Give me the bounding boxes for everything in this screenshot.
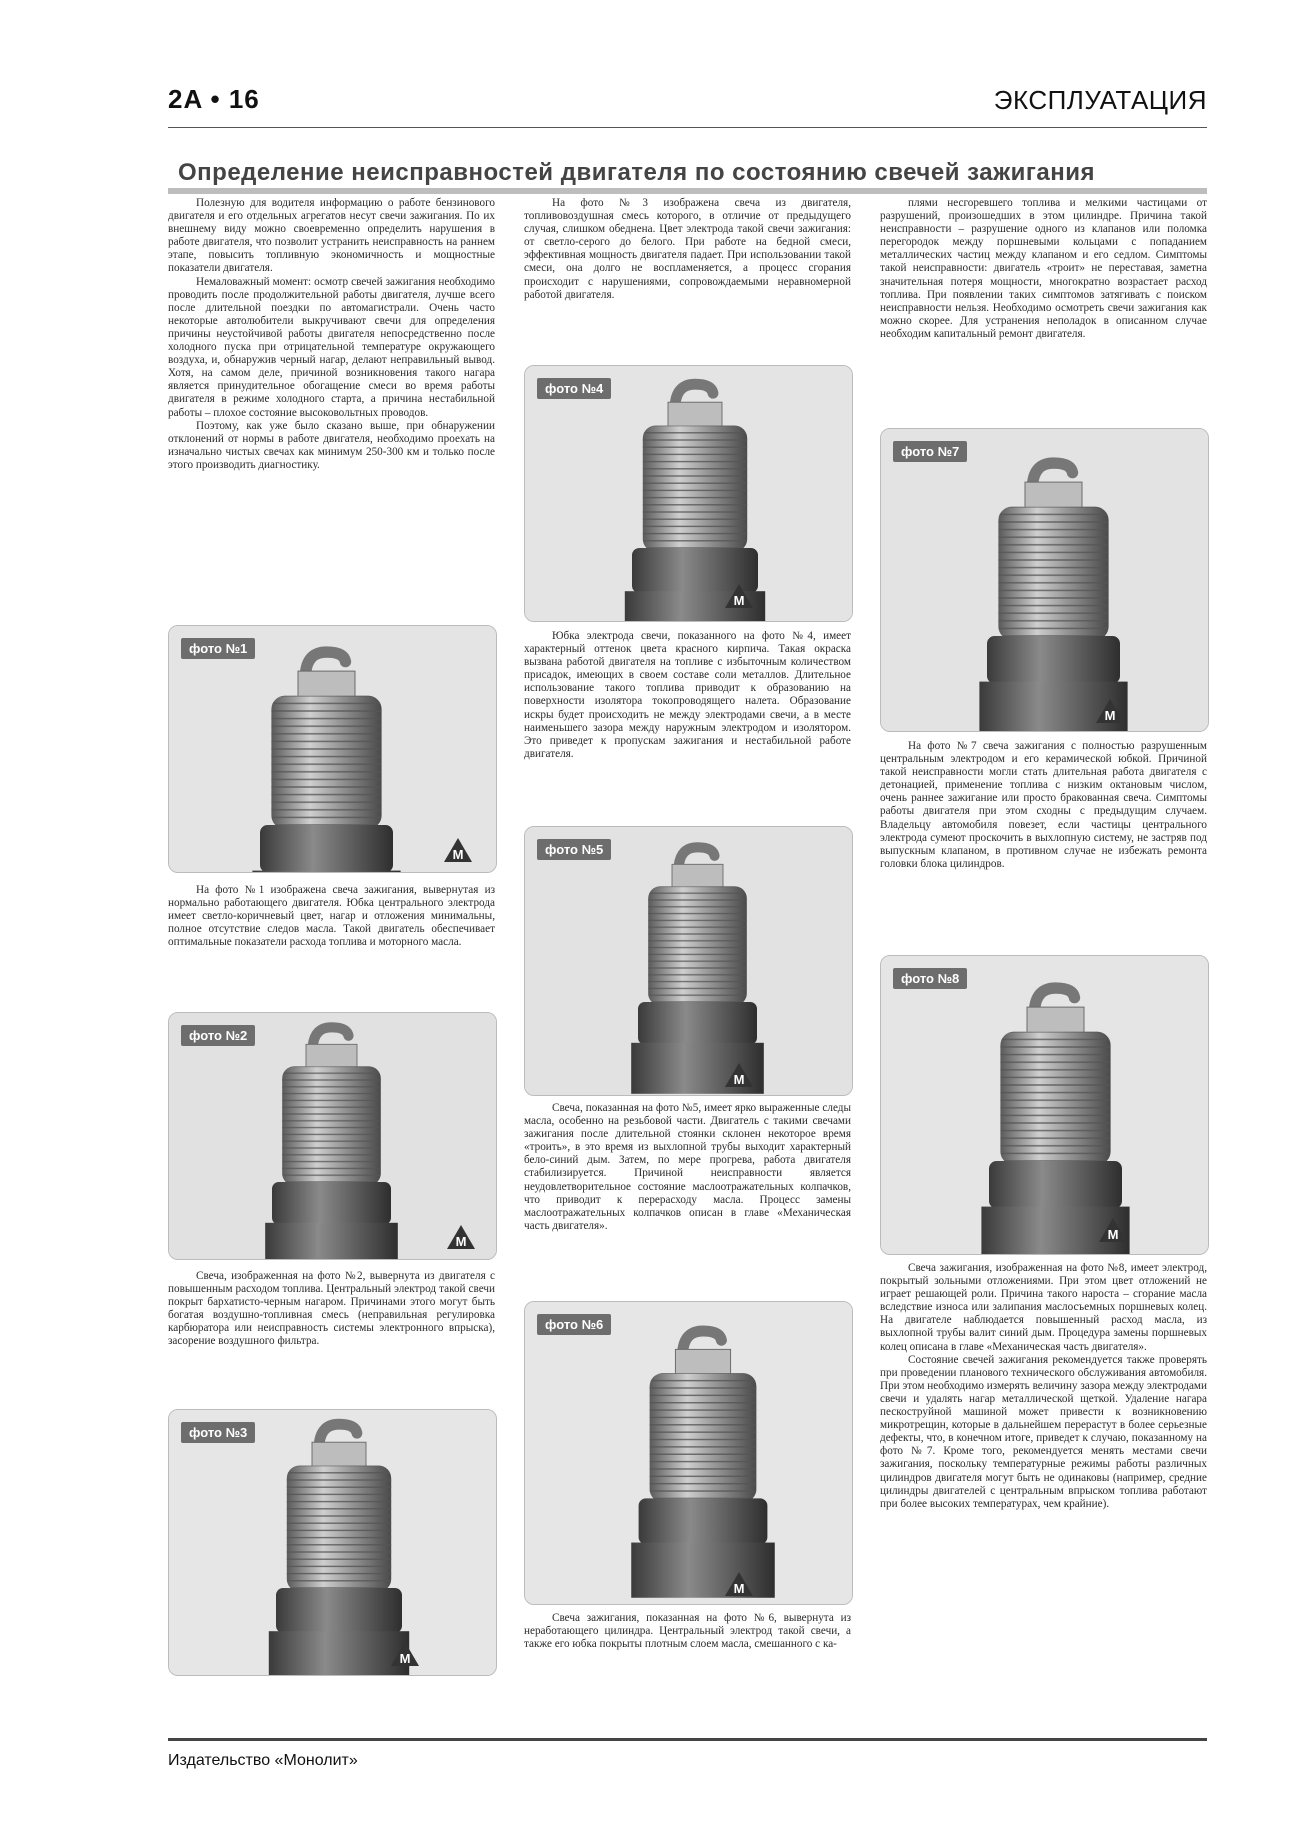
- photo-label: фото №1: [181, 638, 255, 659]
- section-title: ЭКСПЛУАТАЦИЯ: [993, 85, 1207, 115]
- photo-6: [524, 1301, 853, 1605]
- photo6-description: Свеча зажигания, показанная на фото №6, вывернута из неработающего цилиндра. Центральный электрод такой свечи, а также его юбка покрыты плотным слоем масла, смешанного с ка-: [524, 1612, 851, 1651]
- intro-paragraph: Полезную для водителя информацию о работе бензинового двигателя и его отдельных агрегатов несут свечи зажигания. По их внешнему виду можно своевременно определить нарушения в работе двигателя, что позволит устранить неисправность на раннем этапе, повысить топливную экономичность и мощностные показатели двигателя.: [168, 197, 495, 275]
- photo-2: [168, 1012, 497, 1260]
- photo4-description: Юбка электрода свечи, показанного на фото №4, имеет характерный оттенок цвета красного кирпича. Такая окраска вызвана работой двигателя на топливе с избыточным количеством присадок, имеющих в своем составе соли металлов. Длительное использование такого топлива приводит к образованию на поверхности изолятора токопроводящего налета. Образование искры будет происходить не между электродами свечи, а в месте наименьшего зазора между наружным электродом и изолятором. Это приведет к пропускам зажигания и нестабильной работе двигателя.: [524, 630, 851, 760]
- photo-label: фото №8: [893, 968, 967, 989]
- photo-label: фото №7: [893, 441, 967, 462]
- photo-8: [880, 955, 1209, 1255]
- publisher: Издательство «Монолит»: [168, 1752, 358, 1769]
- photo-label: фото №6: [537, 1314, 611, 1335]
- header-rule: [168, 127, 1207, 128]
- diagnostic-paragraph: Поэтому, как уже было сказано выше, при обнаружении отклонений от нормы в работе двигателя, необходимо проехать на изначально чистых свечах как минимум 250-300 км и только после этого производить диагностику.: [168, 419, 495, 471]
- photo-label: фото №5: [537, 839, 611, 860]
- spark-plug-image: [525, 1302, 852, 1604]
- photo-3: [168, 1409, 497, 1676]
- photo7-description: На фото №7 свеча зажигания с полностью разрушенным центральным электродом и его керамической юбкой. Причиной такой неисправности могли стать длительная работа двигателя с детонацией, применение топлива с низким октановым числом, очень раннее зажигание или просто бракованная свеча. Симптомы работы двигателя при этом сходны с предыдущим случаем. Владельцу автомобиля повезет, если частицы центрального электрода сумеют проскочить в выхлопную систему, не застряв под выпускным клапаном, в противном случае не избежать ремонта головки блока цилиндров.: [880, 740, 1207, 870]
- photo6-continued: плями несгоревшего топлива и мелкими частицами от разрушений, произошедших в этом цилиндре. Причина такой неисправности – разрушение одного из клапанов или поломка перегородок между поршневыми кольцами с попаданием металлических частиц между клапаном и его седлом. Симптомы такой неисправности: двигатель «троит» не переставая, заметна значительная потеря мощности, многократно возрастает расход топлива. При появлении таких симптомов затягивать с поиском неисправности нельзя. Необходимо осмотреть свечи зажигания как можно скорее. Для устранения неполадок в описанном случае необходим капитальный ремонт двигателя.: [880, 197, 1207, 340]
- photo8-description: Свеча зажигания, изображенная на фото №8, имеет электрод, покрытый зольными отложениями. При этом цвет отложений не играет решающей роли. Причина такого нароста – сгорание масла вследствие износа или залипания маслосъемных поршневых колец. На двигателе наблюдается повышенный расход масла, из выхлопной трубы валит синий дым. Процедура замены поршневых колец описана в главе «Механическая часть двигателя».: [880, 1262, 1207, 1353]
- column-3: [880, 197, 1207, 341]
- spark-plug-image: [881, 429, 1208, 731]
- column-2-text-photo5: [524, 1102, 851, 1233]
- article-heading: [168, 152, 1207, 194]
- photo-5: [524, 826, 853, 1096]
- photo5-description: Свеча, показанная на фото №5, имеет ярко выраженные следы масла, особенно на резьбовой части. Двигатель с такими свечами зажигания после длительной стоянки склонен некоторое время «троить», в это время из выхлопной трубы выходит характерный бело-синий дым. Затем, по мере прогрева, работа двигателя стабилизируется. Причиной неисправности является неудовлетворительное состояние маслоотражательных колпачков, что приводит к перерасходу масла. Процесс замены маслоотражательных колпачков описан в главе «Механическая часть двигателя».: [524, 1102, 851, 1232]
- photo-4: [524, 365, 853, 622]
- spark-plug-image: [881, 956, 1208, 1254]
- photo2-description: Свеча, изображенная на фото №2, вывернута из двигателя с повышенным расходом топлива. Центральный электрод такой свечи покрыт бархатисто-черным нагаром. Причинами этого могут быть богатая воздушно-топливная смесь (неправильная регулировка карбюратора или неисправность системы электронного впрыска), засорение воздушного фильтра.: [168, 1270, 495, 1348]
- maintenance-paragraph: Состояние свечей зажигания рекомендуется также проверять при проведении планового технического обслуживания автомобиля. При этом необходимо измерять величину зазора между электродами свечи и удалять нагар металлической щеткой. Удаление нагара пескоструйной машиной может привести к возникновению микротрещин, которые в дальнейшем перерастут в более серьезные дефекты, что, в конечном итоге, приведет к случаю, показанному на фото №7. Кроме того, рекомендуется менять местами свечи зажигания, поскольку температурные режимы работы различных цилиндров двигателя могут быть не одинаковы (например, средние цилиндры двигателей с центральным впрыском топлива работают при более высоких температурах, чем крайние).: [880, 1353, 1207, 1510]
- column-1: [168, 197, 495, 472]
- photo-1: [168, 625, 497, 873]
- page-number: 2A • 16: [168, 84, 260, 114]
- column-2-text-photo6: [524, 1612, 851, 1651]
- spark-plug-image: [169, 626, 496, 872]
- photo3-description: На фото №3 изображена свеча из двигателя, топливовоздушная смесь которого, в отличие от предыдущего случая, слишком обеднена. Цвет электрода такой свечи зажигания: от светло-серого до белого. При работе на бедной смеси, эффективная мощность двигателя падает. При использовании такой смеси, она долго не воспламеняется, а процесс сгорания происходит с нарушениями, сопровождаемыми неравномерной работой двигателя.: [524, 197, 851, 301]
- article-title: Определение неисправностей двигателя по состоянию свечей зажигания: [178, 159, 1095, 186]
- column-3-text-photo7: [880, 740, 1207, 871]
- column-2-text-photo4: [524, 630, 851, 761]
- spark-plug-image: [525, 366, 852, 621]
- photo-label: фото №3: [181, 1422, 255, 1443]
- column-1-text-photo1: [168, 884, 495, 949]
- photo-label: фото №4: [537, 378, 611, 399]
- spark-plug-image: [169, 1013, 496, 1259]
- photo-label: фото №2: [181, 1025, 255, 1046]
- photo1-description: На фото №1 изображена свеча зажигания, вывернутая из нормально работающего двигателя. Юбка центрального электрода имеет светло-коричневый цвет, нагар и отложения минимальны, полное отсутствие следов масла. Такой двигатель обеспечивает оптимальные показатели расхода топлива и моторного масла.: [168, 884, 495, 949]
- spark-plug-image: [525, 827, 852, 1095]
- column-1-text-photo2: [168, 1270, 495, 1349]
- footer-rule: [168, 1738, 1207, 1741]
- column-3-text-photo8: [880, 1262, 1207, 1511]
- inspection-paragraph: Немаловажный момент: осмотр свечей зажигания необходимо проводить после продолжительной работы двигателя, лучше всего после длительной поездки по автомагистрали. Очень часто некоторые автолюбители выкручивают свечи для определения причины неустойчивой работы двигателя непосредственно после холодного пуска при отрицательной температуре окружающего воздуха, и, обнаружив черный нагар, делают неправильный вывод. Хотя, на самом деле, причиной возникновения такого нагара является принудительное обогащение смеси во время работы двигателя в режиме холодного старта, а причина нестабильной работы – плохое состояние высоковольтных проводов.: [168, 275, 495, 419]
- spark-plug-image: [169, 1410, 496, 1675]
- column-2: [524, 197, 851, 302]
- photo-7: [880, 428, 1209, 732]
